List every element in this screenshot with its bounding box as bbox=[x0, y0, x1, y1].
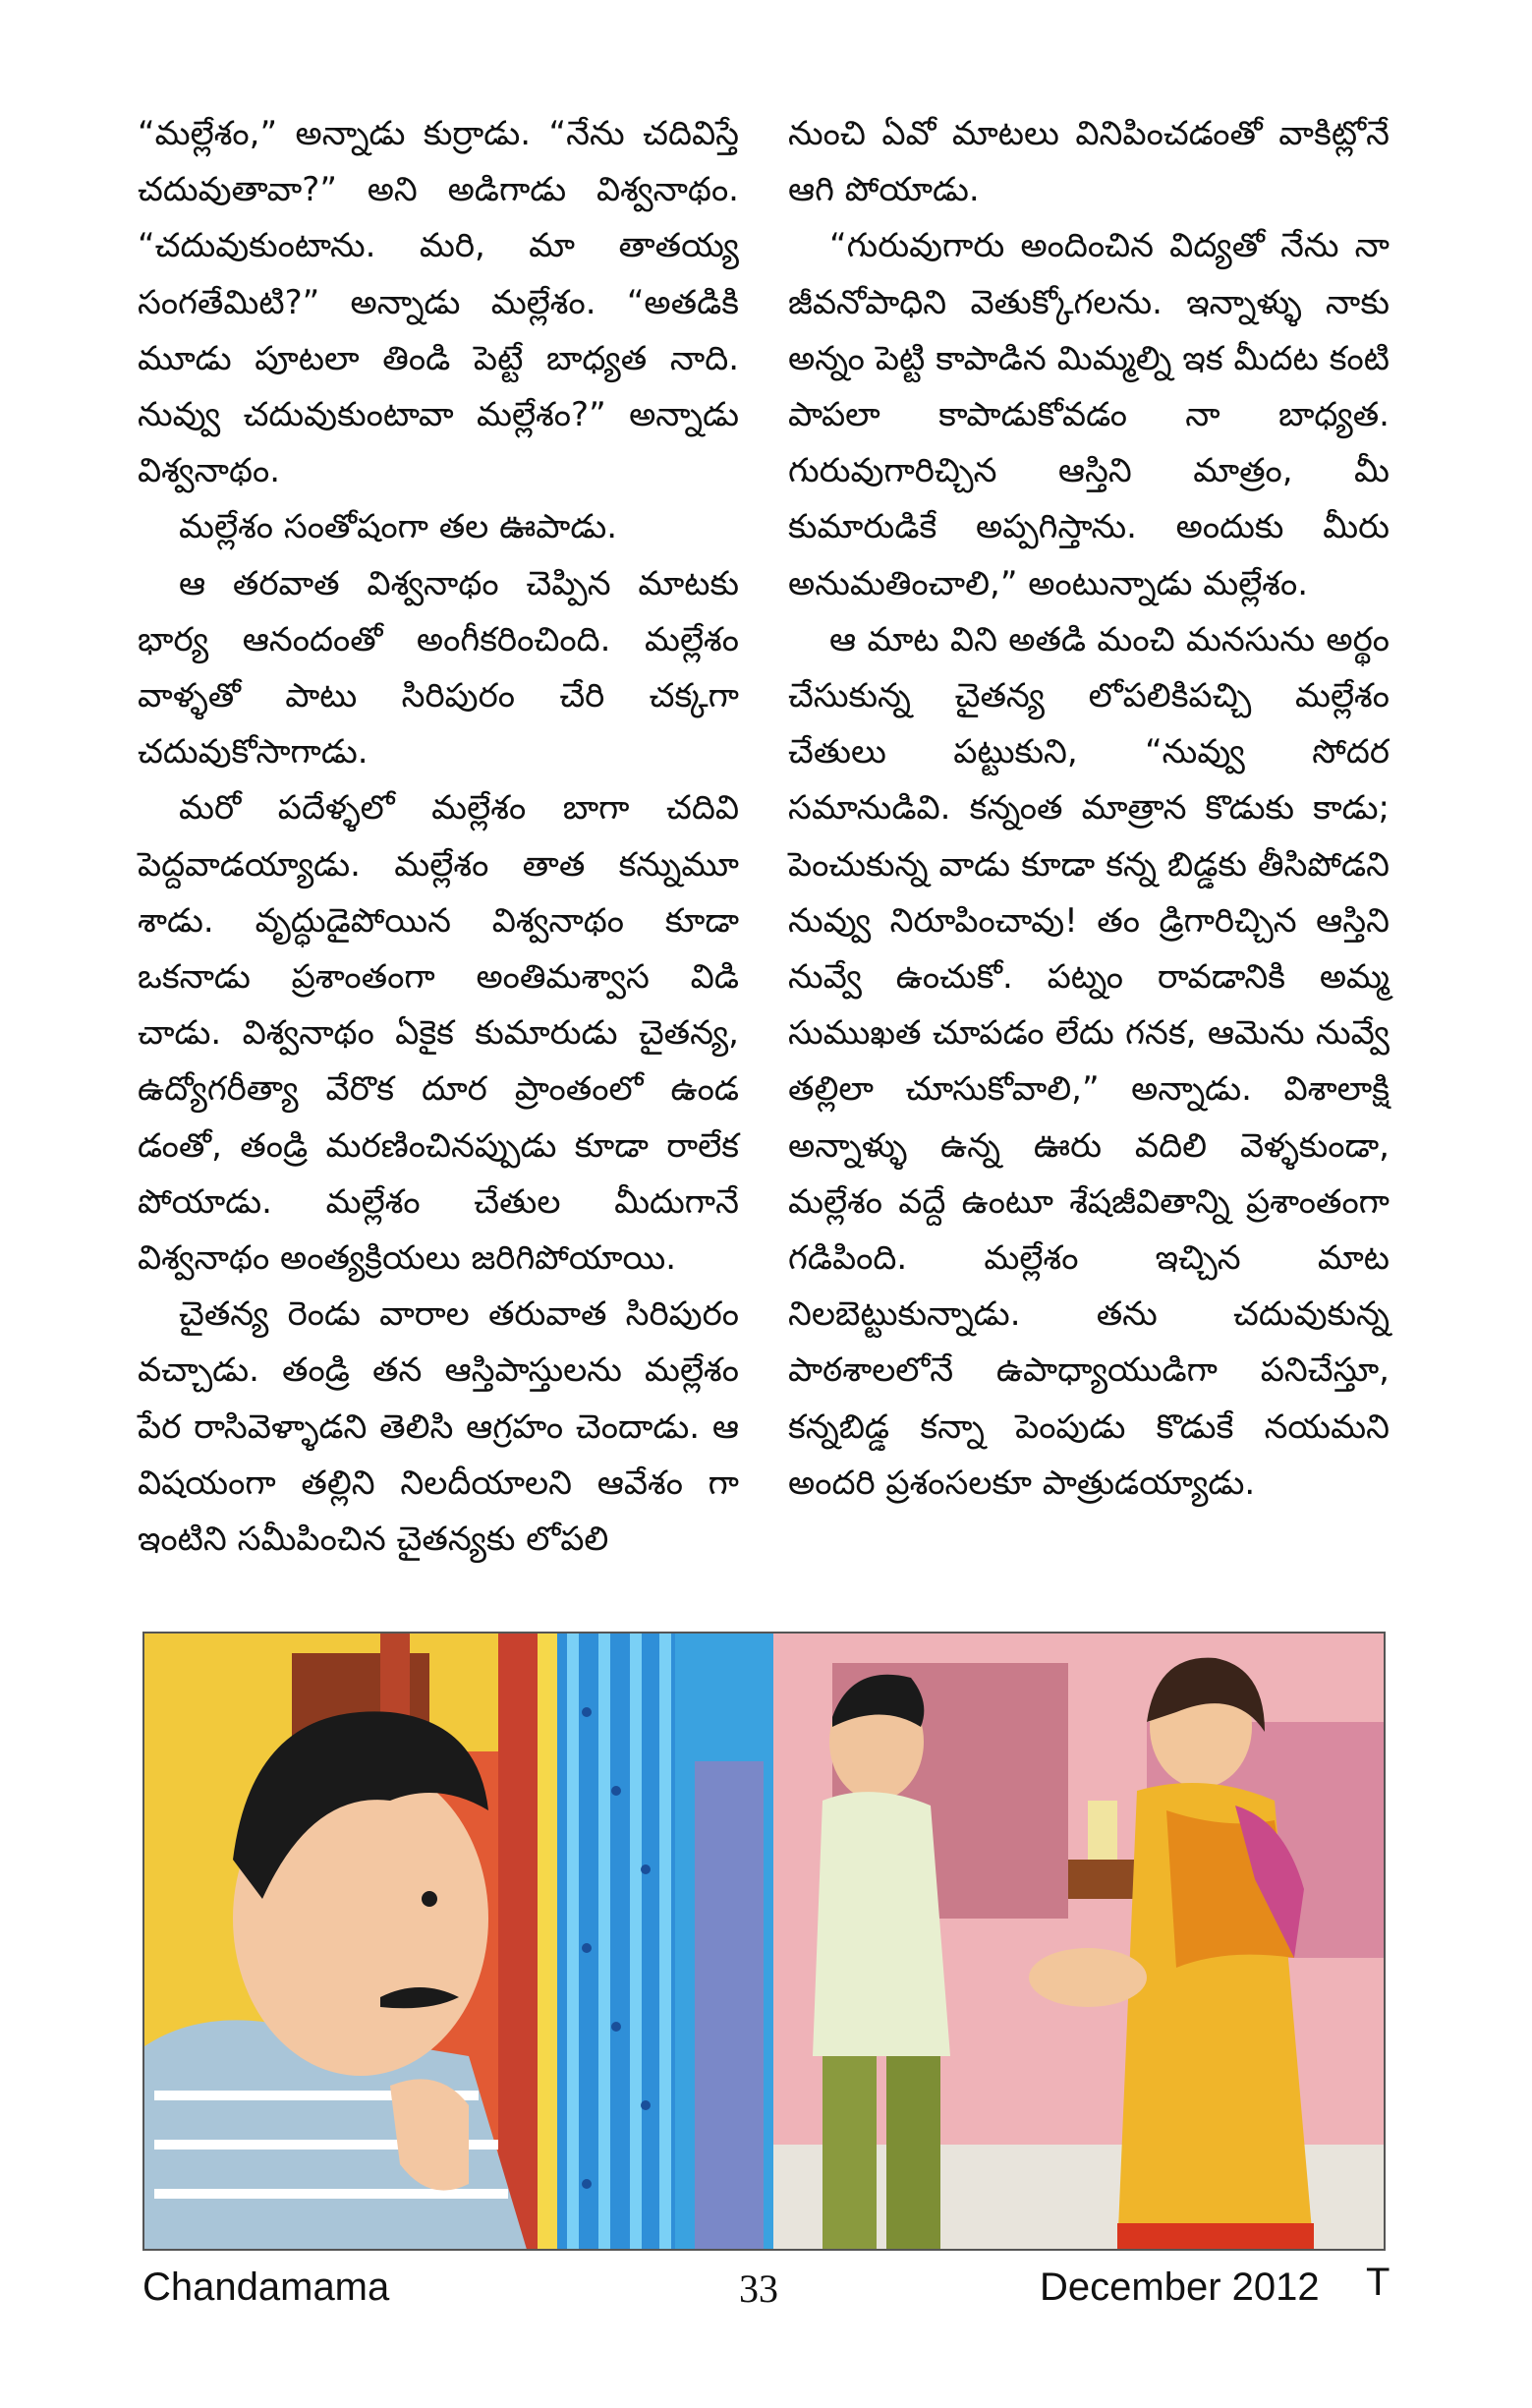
paragraph: “గురువుగారు అందించిన విద్యతో నేను నా జీవనోపాధిని వెతుక్కోగలను. ఇన్నాళ్ళు నాకు అన్నం పెట్టి కాపాడిన మిమ్మల్ని ఇక మీదట కంటి పాపలా కాపాడుకోవడం నా బాధ్యత. గురువుగారిచ్చిన ఆస్తిని మాత్రం, మీ కుమారుడికే అప్పగిస్తాను. అందుకు మీరు అనుమతించాలి,” అంటున్నాడు మల్లేశం. bbox=[788, 226, 1390, 603]
magazine-name: Chandamama bbox=[142, 2265, 390, 2309]
paragraph: “మల్లేశం,” అన్నాడు కుర్రాడు. “నేను చదివిస్తే చదువుతావా?” అని అడిగాడు విశ్వనాథం. “చదువుకుంటాను. మరి, మా తాతయ్య సంగతేమిటి?” అన్నాడు మల్లేశం. “అతడికి మూడు పూటలా తిండి పెట్టే బాధ్యత నాది. నువ్వు చదువుకుంటావా మల్లేశం?” అన్నాడు విశ్వనాథం. bbox=[138, 114, 739, 491]
corner-mark: T bbox=[1366, 2261, 1390, 2304]
issue-date: December 2012 bbox=[1040, 2265, 1320, 2309]
paragraph: చైతన్య రెండు వారాల తరువాత సిరిపురం వచ్చాడు. తండ్రి తన ఆస్తిపాస్తులను మల్లేశం పేర రాసివెళ్ళాడని తెలిసి ఆగ్రహం చెందాడు. ఆ విషయంగా తల్లిని నిలదీయాలని ఆవేశం గా ఇంటిని సమీపించిన చైతన్యకు లోపలి bbox=[138, 1294, 739, 1560]
right-text-column bbox=[788, 106, 1390, 1512]
paragraph: ఆ మాట విని అతడి మంచి మనసును అర్థం చేసుకున్న చైతన్య లోపలికిపచ్చి మల్లేశం చేతులు పట్టుకుని, “నువ్వు సోదర సమానుడివి. కన్నంత మాత్రాన కొడుకు కాడు; పెంచుకున్న వాడు కూడా కన్న బిడ్డకు తీసిపోడని నువ్వు నిరూపించావు! తం డ్రిగారిచ్చిన ఆస్తిని నువ్వే ఉంచుకో. పట్నం రావడానికి అమ్మ సుముఖత చూపడం లేదు గనక, ఆమెను నువ్వే తల్లిలా చూసుకోవాలి,” అన్నాడు. విశాలాక్షి అన్నాళ్ళు ఉన్న ఊరు వదిలి వెళ్ళకుండా, మల్లేశం వద్దే ఉంటూ శేషజీవితాన్ని ప్రశాంతంగా గడిపింది. మల్లేశం ఇచ్చిన మాట నిలబెట్టుకున్నాడు. తను చదువుకున్న పాఠశాలలోనే ఉపాధ్యాయుడిగా పనిచేస్తూ, కన్నబిడ్డ కన్నా పెంపుడు కొడుకే నయమని అందరి ప్రశంసలకూ పాత్రుడయ్యాడు. bbox=[788, 619, 1390, 1503]
page-number: 33 bbox=[739, 2266, 778, 2311]
paragraph: నుంచి ఏవో మాటలు వినిపించడంతో వాకిట్లోనే ఆగి పోయాడు. bbox=[788, 114, 1390, 210]
paragraph: మరో పదేళ్ళలో మల్లేశం బాగా చదివి పెద్దవాడయ్యాడు. మల్లేశం తాత కన్నుమూ శాడు. వృద్ధుడైపోయిన విశ్వనాథం కూడా ఒకనాడు ప్రశాంతంగా అంతిమశ్వాస విడి చాడు. విశ్వనాథం ఏకైక కుమారుడు చైతన్య, ఉద్యోగరీత్యా వేరొక దూర ప్రాంతంలో ఉండ డంతో, తండ్రి మరణించినప్పుడు కూడా రాలేక పోయాడు. మల్లేశం చేతుల మీదుగానే విశ్వనాథం అంత్యక్రియలు జరిగిపోయాయి. bbox=[138, 788, 739, 1279]
paragraph: మల్లేశం సంతోషంగా తల ఊపాడు. bbox=[179, 507, 618, 547]
story-illustration bbox=[142, 1632, 1386, 2251]
paragraph: ఆ తరవాత విశ్వనాథం చెప్పిన మాటకు భార్య ఆనందంతో అంగీకరించింది. మల్లేశం వాళ్ళతో పాటు సిరిపురం చేరి చక్కగా చదువుకోసాగాడు. bbox=[138, 563, 739, 773]
left-text-column bbox=[138, 106, 739, 1568]
